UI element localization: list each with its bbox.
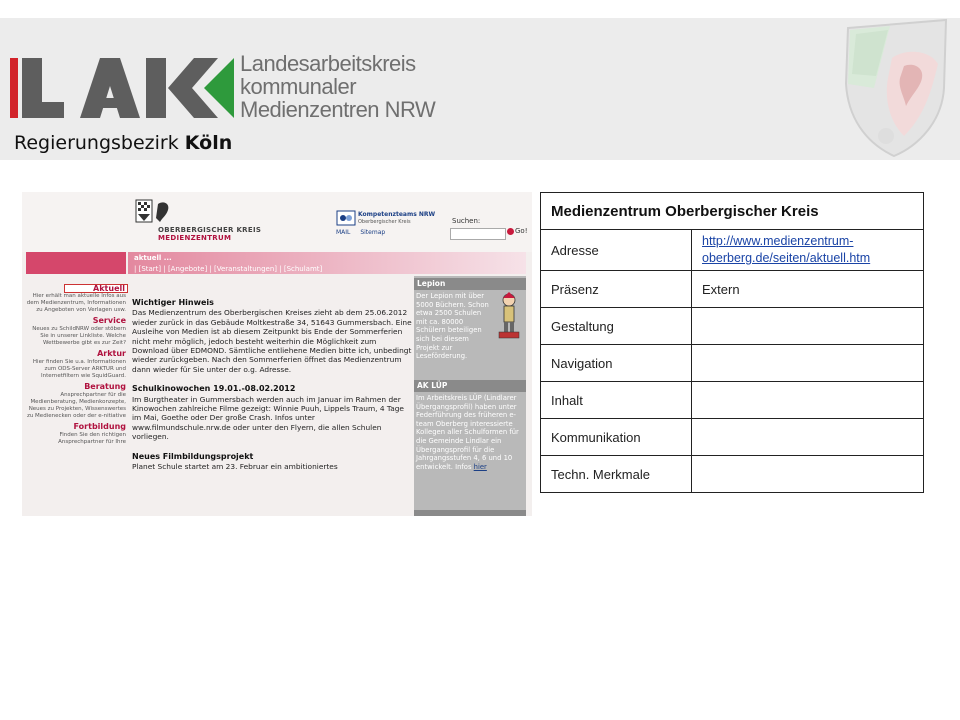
row-label-navigation: Navigation bbox=[541, 345, 692, 382]
sitemap-link[interactable]: Sitemap bbox=[360, 229, 386, 236]
go-button-label: Go! bbox=[515, 227, 528, 235]
evaluation-table bbox=[540, 192, 924, 493]
news-title-3: Neues Filmbildungsprojekt bbox=[132, 451, 254, 461]
kompetenzteams-logo-icon bbox=[336, 210, 356, 226]
row-value-gestaltung[interactable] bbox=[692, 308, 924, 345]
row-value-navigation[interactable] bbox=[692, 345, 924, 382]
row-label-inhalt: Inhalt bbox=[541, 382, 692, 419]
site-search-input[interactable] bbox=[450, 228, 506, 240]
lepion-mascot-icon bbox=[496, 292, 522, 340]
site-sidebar bbox=[26, 284, 126, 524]
institution-line-1: OBERBERGISCHER KREIS bbox=[158, 226, 262, 234]
search-label: Suchen: bbox=[452, 217, 481, 225]
oberberg-crest-icon bbox=[134, 198, 178, 228]
search-go-button[interactable] bbox=[507, 227, 528, 235]
row-label-praesenz: Präsenz bbox=[541, 271, 692, 308]
table-row bbox=[541, 382, 924, 419]
news-body-3: Planet Schule startet am 23. Februar ein ambitioniertes bbox=[132, 462, 338, 472]
nrw-coat-of-arms-icon bbox=[834, 18, 960, 160]
table-row bbox=[541, 419, 924, 456]
sidebar-aktuell-text: Hier erhält man aktuelle Infos aus dem Medienzentrum, Informationen zu Angeboten von Verlagen usw. bbox=[26, 293, 126, 313]
akluep-link[interactable]: hier bbox=[473, 462, 487, 471]
row-label-adresse: Adresse bbox=[541, 230, 692, 271]
sidebar-service-heading[interactable]: Service bbox=[92, 316, 126, 325]
region-title bbox=[14, 132, 232, 154]
news-body-2: Im Burgtheater in Gummersbach werden auch im Januar im Rahmen der Kinowochen zahlreiche Filme gezeigt: Winnie Puuh, Lippels Traum, 4 Tage im Mai, Goethe oder Der große Crash. Infos unter www.filmundschule.nrw.de oder unter den Flyern, die allen Schulen vorliegen. bbox=[132, 394, 404, 442]
logo-wordmark bbox=[240, 52, 435, 121]
row-value-inhalt[interactable] bbox=[692, 382, 924, 419]
akluep-box bbox=[416, 394, 520, 471]
sidebar-fortbildung-text: Finden Sie den richtigen Ansprechpartner für Ihre bbox=[58, 432, 126, 445]
sidebar-aktuell-button[interactable]: Aktuell bbox=[64, 284, 128, 293]
address-link[interactable]: http://www.medienzentrum-oberberg.de/seiten/aktuell.htm bbox=[702, 234, 871, 265]
lak-logo-icon bbox=[8, 54, 236, 122]
row-label-kommunikation: Kommunikation bbox=[541, 419, 692, 456]
logo-line-2: kommunaler bbox=[240, 74, 357, 99]
region-prefix: Regierungsbezirk bbox=[14, 132, 179, 154]
top-margin bbox=[0, 0, 960, 18]
table-row bbox=[541, 271, 924, 308]
logo-line-1: Landesarbeitskreis bbox=[240, 51, 416, 76]
sidebar-pink-bar bbox=[26, 252, 126, 274]
table-row bbox=[541, 308, 924, 345]
row-value-techn-merkmale[interactable] bbox=[692, 456, 924, 493]
row-value-adresse bbox=[692, 230, 924, 271]
akluep-text: Im Arbeitskreis LÜP (Lindlarer Übergangsprofil) haben unter Federführung des früheren e-team Oberberg interessierte Kollegen aller Schulformen für die Gemeinde Lindlar ein Übergangsprofil für die Jahrgangsstufen 4, 6 und 10 entwickelt. Infos bbox=[416, 394, 519, 471]
lepion-text: Der Lepion mit über 5000 Büchern. Schon etwa 2500 Schulen mit ca. 80000 Schülern beteiligen sich bei diesem Projekt zur Leseförderung. bbox=[416, 292, 489, 361]
sidebar-service-text: Neues zu SchildNRW oder stöbern Sie in unserer Linkliste. Welche Wettbewerbe gibt es zur Zeit? bbox=[32, 326, 126, 346]
news-title-2: Schulkinowochen 19.01.-08.02.2012 bbox=[132, 384, 296, 394]
mail-link[interactable]: MAIL bbox=[336, 229, 351, 236]
partner-subtitle: Oberbergischer Kreis bbox=[358, 219, 411, 225]
site-top-links bbox=[336, 229, 393, 236]
table-row bbox=[541, 345, 924, 382]
go-arrow-icon bbox=[507, 228, 514, 235]
news-title-1: Wichtiger Hinweis bbox=[132, 298, 214, 307]
region-name: Köln bbox=[184, 132, 233, 154]
sidebar-beratung-text: Ansprechpartner für die Medienberatung, Medienkonzepte, Neues zu Projekten, Wissenswertes zu Medienecken oder der e-nitiative bbox=[26, 392, 126, 419]
aktuell-title: aktuell ... bbox=[134, 254, 172, 262]
logo-line-3: Medienzentren NRW bbox=[240, 97, 436, 122]
partner-title: Kompetenzteams NRW bbox=[358, 211, 436, 218]
table-title: Medienzentrum Oberbergischer Kreis bbox=[541, 193, 924, 230]
akluep-heading: AK LÜP bbox=[414, 380, 526, 392]
lepion-heading: Lepion bbox=[414, 278, 526, 290]
sidebar-arktur-heading[interactable]: Arktur bbox=[97, 349, 126, 358]
table-row bbox=[541, 456, 924, 493]
sidebar-arktur-text: Hier finden Sie u.a. Informationen zum ODS-Server ARKTUR und Internetfiltern wie SquidGuard. bbox=[32, 359, 126, 379]
institution-line-2: MEDIENZENTRUM bbox=[158, 234, 232, 242]
row-value-kommunikation[interactable] bbox=[692, 419, 924, 456]
sidebar-beratung-heading[interactable]: Beratung bbox=[84, 382, 126, 391]
sidebar-fortbildung-heading[interactable]: Fortbildung bbox=[73, 422, 126, 431]
row-label-gestaltung: Gestaltung bbox=[541, 308, 692, 345]
news-body-1: Das Medienzentrum des Oberbergischen Kreises zieht ab dem 25.06.2012 wieder zurück in das Gebäude Moltkestraße 34, 51643 Gummersbach. Eine Ausleihe von Medien ist ab diesem Zeitpunkt bis Ende der Sommerferien nicht mehr möglich, jedoch besteht weiterhin die Möglichkeit zum Download über EDMOND. Sämtliche entliehene Medien bitte ich, unbedingt wieder zurückgeben. Nach den Sommerferien öffnet das Medienzentrum dann wieder für Sie unter der o.g. Adresse. bbox=[132, 308, 412, 374]
next-box-heading bbox=[414, 510, 526, 516]
row-value-praesenz: Extern bbox=[692, 271, 924, 308]
row-label-techn-merkmale: Techn. Merkmale bbox=[541, 456, 692, 493]
aktuell-nav-links[interactable]: | [Start] | [Angebote] | [Veranstaltungen] | [Schulamt] bbox=[134, 265, 323, 273]
news-column bbox=[132, 298, 414, 516]
table-row bbox=[541, 230, 924, 271]
